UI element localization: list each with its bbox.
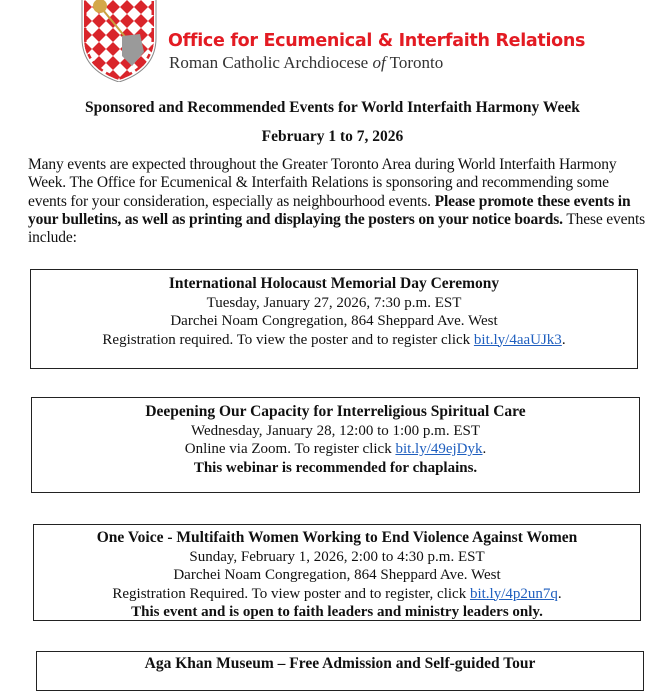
event-title: One Voice - Multifaith Women Working to End Violence Against Women	[96, 529, 578, 546]
event-registration	[34, 585, 640, 604]
register-link[interactable]: bit.ly/4p2un7q	[469, 585, 558, 602]
register-link[interactable]: bit.ly/4aaUJk3	[473, 331, 562, 348]
registration-text: Online via Zoom. To register click	[184, 441, 396, 457]
subtitle-pre: Roman Catholic Archdiocese	[169, 53, 373, 72]
event-title: Deepening Our Capacity for Interreligious Spiritual Care	[145, 403, 526, 420]
event-box	[31, 397, 640, 493]
subtitle-post: Toronto	[385, 53, 444, 72]
event-when: Sunday, February 1, 2026, 2:00 to 4:30 p.m. EST	[189, 548, 485, 565]
link-punct: .	[482, 441, 487, 457]
registration-text: Registration required. To view the poster and to register click	[102, 331, 474, 348]
event-registration	[31, 331, 637, 350]
intro-paragraph	[28, 156, 648, 247]
event-when: Wednesday, January 28, 12:00 to 1:00 p.m. EST	[190, 422, 481, 439]
office-title: Office for Ecumenical & Interfaith Relations	[168, 31, 586, 51]
event-registration	[32, 440, 639, 459]
event-box	[33, 524, 641, 621]
event-note: This event and is open to faith leaders and ministry leaders only.	[131, 604, 543, 620]
event-title: International Holocaust Memorial Day Ceremony	[168, 275, 500, 292]
event-title: Aga Khan Museum – Free Admission and Self-guided Tour	[144, 655, 536, 672]
intro-tail: These events include:	[28, 210, 646, 247]
event-box	[30, 269, 638, 369]
event-box	[36, 651, 644, 691]
document-date-range: February 1 to 7, 2026	[261, 128, 404, 145]
coat-of-arms-icon	[78, 0, 160, 82]
intro-bold-text: Please promote these events in your bulletins, as well as printing and displaying the posters on your notice boards.	[28, 192, 631, 228]
event-where: Darchei Noam Congregation, 864 Sheppard Ave. West	[170, 313, 498, 329]
event-where: Darchei Noam Congregation, 864 Sheppard Ave. West	[173, 567, 501, 583]
document-title: Sponsored and Recommended Events for World Interfaith Harmony Week	[85, 99, 580, 116]
register-link[interactable]: bit.ly/49ejDyk	[395, 441, 483, 457]
archdiocese-subtitle	[169, 53, 443, 73]
link-punct: .	[561, 331, 566, 348]
event-when: Tuesday, January 27, 2026, 7:30 p.m. EST	[206, 294, 462, 311]
intro-text: Many events are expected throughout the Greater Toronto Area during World Interfaith Harmony Week. The Office for Ecumenical & Interfaith Relations is sponsoring and recommending some events for your consideration, especially as neighbourhood events.	[28, 156, 617, 210]
subtitle-italic: of	[372, 53, 386, 72]
event-note: This webinar is recommended for chaplains.	[193, 459, 478, 476]
link-punct: .	[557, 585, 562, 602]
registration-text: Registration Required. To view poster and to register, click	[112, 585, 470, 602]
